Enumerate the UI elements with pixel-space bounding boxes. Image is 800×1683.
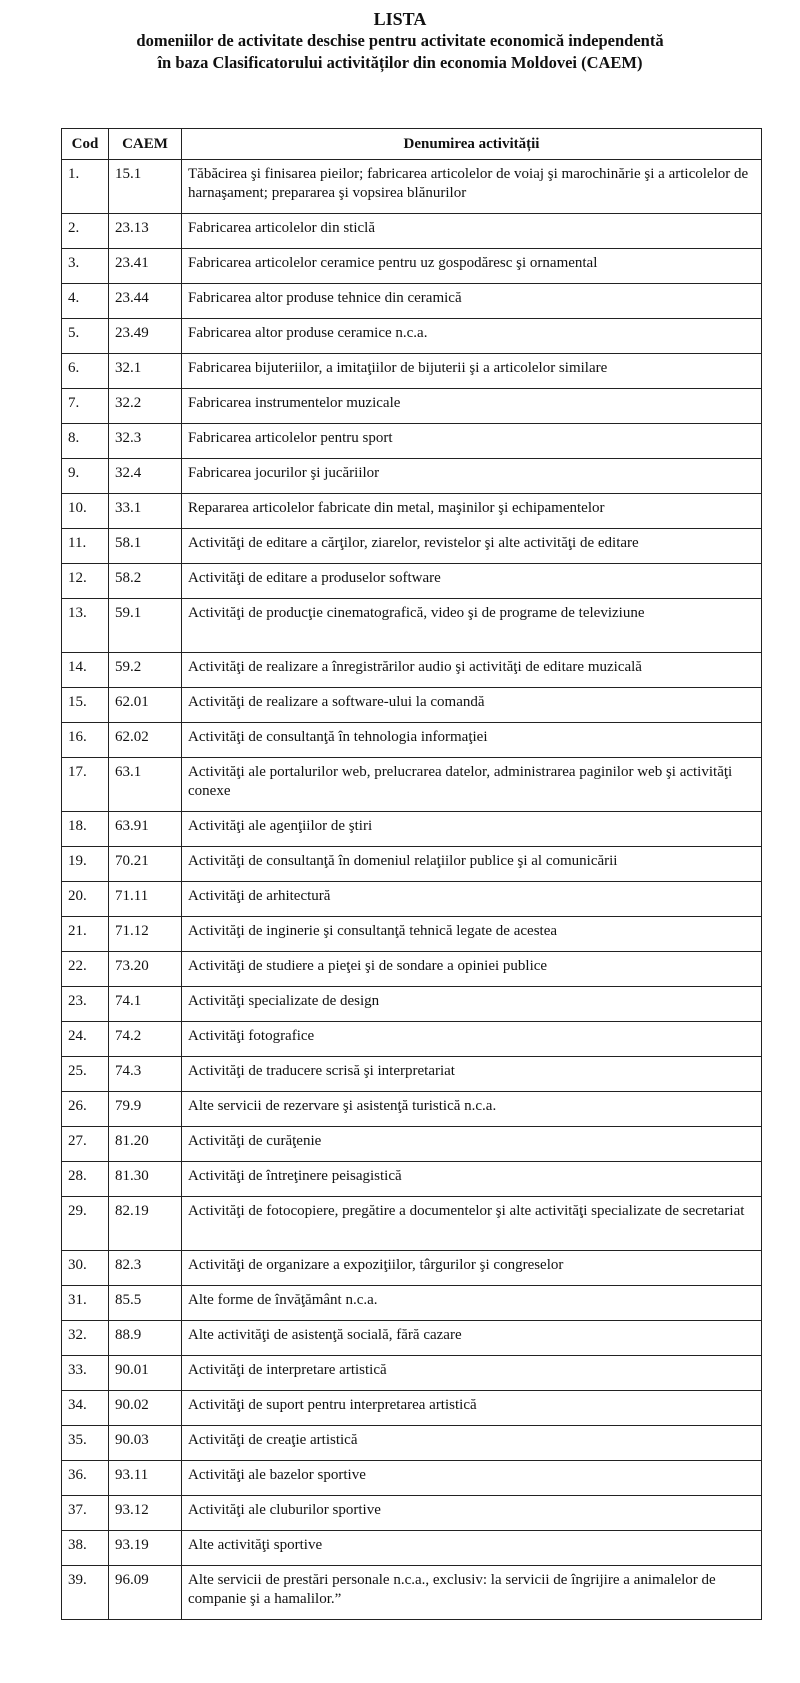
cell-cod: 29. [62, 1197, 109, 1251]
document-subtitle-line-2: în baza Clasificatorului activităților din economia Moldovei (CAEM) [157, 53, 643, 72]
table-row [62, 1057, 762, 1092]
cell-denumire: Activităţi de consultanţă în domeniul relaţiilor publice şi al comunicării [182, 847, 762, 882]
table-row [62, 847, 762, 882]
cell-caem: 32.1 [109, 354, 182, 389]
cell-caem: 90.01 [109, 1356, 182, 1391]
cell-caem: 90.03 [109, 1426, 182, 1461]
table-row [62, 1127, 762, 1162]
cell-denumire: Activităţi de inginerie şi consultanţă tehnică legate de acestea [182, 917, 762, 952]
cell-cod: 27. [62, 1127, 109, 1162]
cell-denumire: Activităţi de organizare a expoziţiilor, târgurilor şi congreselor [182, 1251, 762, 1286]
cell-cod: 22. [62, 952, 109, 987]
cell-denumire: Activităţi de interpretare artistică [182, 1356, 762, 1391]
cell-caem: 73.20 [109, 952, 182, 987]
cell-cod: 32. [62, 1321, 109, 1356]
cell-denumire: Activităţi de arhitectură [182, 882, 762, 917]
cell-caem: 58.2 [109, 564, 182, 599]
cell-cod: 38. [62, 1531, 109, 1566]
caem-activities-table [61, 128, 762, 1620]
cell-denumire: Activităţi de suport pentru interpretarea artistică [182, 1391, 762, 1426]
cell-caem: 23.41 [109, 249, 182, 284]
cell-caem: 88.9 [109, 1321, 182, 1356]
table-row [62, 987, 762, 1022]
cell-denumire: Activităţi fotografice [182, 1022, 762, 1057]
table-row [62, 1531, 762, 1566]
cell-cod: 10. [62, 494, 109, 529]
table-row [62, 599, 762, 653]
table-row [62, 1391, 762, 1426]
cell-cod: 25. [62, 1057, 109, 1092]
table-row [62, 459, 762, 494]
table-row [62, 882, 762, 917]
cell-denumire: Activităţi ale agenţiilor de ştiri [182, 812, 762, 847]
cell-cod: 12. [62, 564, 109, 599]
table-row [62, 1426, 762, 1461]
cell-denumire: Activităţi de studiere a pieţei şi de sondare a opiniei publice [182, 952, 762, 987]
cell-caem: 81.30 [109, 1162, 182, 1197]
cell-cod: 39. [62, 1566, 109, 1620]
document-title: LISTA [373, 9, 427, 29]
cell-cod: 6. [62, 354, 109, 389]
table-row [62, 354, 762, 389]
cell-cod: 26. [62, 1092, 109, 1127]
cell-cod: 28. [62, 1162, 109, 1197]
cell-caem: 85.5 [109, 1286, 182, 1321]
cell-caem: 23.49 [109, 319, 182, 354]
cell-denumire: Fabricarea articolelor ceramice pentru uz gospodăresc şi ornamental [182, 249, 762, 284]
table-row [62, 653, 762, 688]
cell-denumire: Activităţi ale cluburilor sportive [182, 1496, 762, 1531]
cell-cod: 37. [62, 1496, 109, 1531]
cell-cod: 31. [62, 1286, 109, 1321]
cell-denumire: Activităţi de întreţinere peisagistică [182, 1162, 762, 1197]
cell-denumire: Activităţi ale bazelor sportive [182, 1461, 762, 1496]
table-row [62, 424, 762, 459]
table-row [62, 214, 762, 249]
cell-caem: 74.3 [109, 1057, 182, 1092]
cell-caem: 62.01 [109, 688, 182, 723]
table-row [62, 1092, 762, 1127]
cell-cod: 18. [62, 812, 109, 847]
cell-denumire: Fabricarea instrumentelor muzicale [182, 389, 762, 424]
cell-denumire: Alte forme de învăţământ n.c.a. [182, 1286, 762, 1321]
table-row [62, 494, 762, 529]
table-row [62, 1461, 762, 1496]
table-row [62, 952, 762, 987]
cell-caem: 90.02 [109, 1391, 182, 1426]
cell-denumire: Repararea articolelor fabricate din metal, maşinilor şi echipamentelor [182, 494, 762, 529]
cell-caem: 70.21 [109, 847, 182, 882]
cell-cod: 4. [62, 284, 109, 319]
cell-caem: 15.1 [109, 160, 182, 214]
cell-cod: 14. [62, 653, 109, 688]
cell-denumire: Activităţi de realizare a înregistrărilor audio şi activităţi de editare muzicală [182, 653, 762, 688]
cell-denumire: Activităţi de editare a cărţilor, ziarelor, revistelor şi alte activităţi de editare [182, 529, 762, 564]
cell-cod: 33. [62, 1356, 109, 1391]
table-row [62, 812, 762, 847]
cell-denumire: Fabricarea articolelor din sticlă [182, 214, 762, 249]
cell-denumire: Activităţi de traducere scrisă şi interpretariat [182, 1057, 762, 1092]
cell-caem: 63.91 [109, 812, 182, 847]
cell-caem: 82.19 [109, 1197, 182, 1251]
table-row [62, 723, 762, 758]
cell-caem: 33.1 [109, 494, 182, 529]
cell-denumire: Fabricarea jocurilor şi jucăriilor [182, 459, 762, 494]
cell-cod: 36. [62, 1461, 109, 1496]
table-row [62, 688, 762, 723]
cell-cod: 20. [62, 882, 109, 917]
cell-caem: 62.02 [109, 723, 182, 758]
cell-cod: 3. [62, 249, 109, 284]
cell-caem: 74.1 [109, 987, 182, 1022]
cell-denumire: Activităţi ale portalurilor web, prelucrarea datelor, administrarea paginilor web şi activităţi conexe [182, 758, 762, 812]
cell-denumire: Activităţi de editare a produselor software [182, 564, 762, 599]
cell-denumire: Activităţi de creaţie artistică [182, 1426, 762, 1461]
cell-caem: 59.2 [109, 653, 182, 688]
cell-caem: 59.1 [109, 599, 182, 653]
cell-cod: 2. [62, 214, 109, 249]
cell-caem: 96.09 [109, 1566, 182, 1620]
table-row [62, 1022, 762, 1057]
table-row [62, 529, 762, 564]
cell-caem: 71.11 [109, 882, 182, 917]
table-row [62, 284, 762, 319]
cell-denumire: Fabricarea altor produse tehnice din ceramică [182, 284, 762, 319]
cell-caem: 63.1 [109, 758, 182, 812]
cell-caem: 74.2 [109, 1022, 182, 1057]
table-row [62, 319, 762, 354]
cell-caem: 32.2 [109, 389, 182, 424]
cell-denumire: Activităţi de curăţenie [182, 1127, 762, 1162]
cell-cod: 35. [62, 1426, 109, 1461]
header-caem: CAEM [109, 129, 182, 160]
cell-caem: 71.12 [109, 917, 182, 952]
cell-cod: 15. [62, 688, 109, 723]
cell-cod: 8. [62, 424, 109, 459]
cell-caem: 32.3 [109, 424, 182, 459]
table-row [62, 1321, 762, 1356]
table-row [62, 249, 762, 284]
cell-caem: 79.9 [109, 1092, 182, 1127]
cell-cod: 9. [62, 459, 109, 494]
cell-caem: 93.12 [109, 1496, 182, 1531]
table-row [62, 1356, 762, 1391]
table-row [62, 389, 762, 424]
cell-cod: 23. [62, 987, 109, 1022]
cell-caem: 58.1 [109, 529, 182, 564]
cell-cod: 1. [62, 160, 109, 214]
cell-caem: 93.11 [109, 1461, 182, 1496]
table-body [62, 160, 762, 1620]
cell-cod: 34. [62, 1391, 109, 1426]
cell-denumire: Activităţi de producţie cinematografică, video şi de programe de televiziune [182, 599, 762, 653]
table-row [62, 564, 762, 599]
cell-denumire: Activităţi specializate de design [182, 987, 762, 1022]
cell-cod: 11. [62, 529, 109, 564]
cell-denumire: Fabricarea articolelor pentru sport [182, 424, 762, 459]
cell-denumire: Activităţi de fotocopiere, pregătire a documentelor şi alte activităţi specializate de secretariat [182, 1197, 762, 1251]
cell-cod: 7. [62, 389, 109, 424]
cell-denumire: Tăbăcirea şi finisarea pieilor; fabricarea articolelor de voiaj şi marochinărie şi a articolelor de harnaşament; prepararea şi vopsirea blănurilor [182, 160, 762, 214]
cell-cod: 17. [62, 758, 109, 812]
cell-denumire: Activităţi de consultanţă în tehnologia informaţiei [182, 723, 762, 758]
table-row [62, 758, 762, 812]
cell-caem: 82.3 [109, 1251, 182, 1286]
table-row [62, 160, 762, 214]
cell-denumire: Alte activităţi sportive [182, 1531, 762, 1566]
table-row [62, 1566, 762, 1620]
table-row [62, 1197, 762, 1251]
cell-cod: 24. [62, 1022, 109, 1057]
cell-cod: 16. [62, 723, 109, 758]
cell-cod: 30. [62, 1251, 109, 1286]
cell-cod: 21. [62, 917, 109, 952]
cell-denumire: Alte activităţi de asistenţă socială, fără cazare [182, 1321, 762, 1356]
cell-denumire: Fabricarea altor produse ceramice n.c.a. [182, 319, 762, 354]
header-denumire: Denumirea activității [182, 129, 762, 160]
document-subtitle-line-1: domeniilor de activitate deschise pentru activitate economică independentă [136, 31, 664, 50]
table-header-row [62, 129, 762, 160]
document-header [0, 8, 800, 74]
cell-caem: 81.20 [109, 1127, 182, 1162]
cell-caem: 23.44 [109, 284, 182, 319]
cell-denumire: Fabricarea bijuteriilor, a imitaţiilor de bijuterii şi a articolelor similare [182, 354, 762, 389]
cell-denumire: Alte servicii de rezervare şi asistenţă turistică n.c.a. [182, 1092, 762, 1127]
table-row [62, 1162, 762, 1197]
cell-cod: 5. [62, 319, 109, 354]
header-cod: Cod [62, 129, 109, 160]
table-row [62, 917, 762, 952]
cell-caem: 32.4 [109, 459, 182, 494]
table-row [62, 1496, 762, 1531]
cell-caem: 23.13 [109, 214, 182, 249]
cell-caem: 93.19 [109, 1531, 182, 1566]
cell-denumire: Alte servicii de prestări personale n.c.a., exclusiv: la servicii de îngrijire a animalelor de companie şi a hamalilor.” [182, 1566, 762, 1620]
table-row [62, 1251, 762, 1286]
cell-cod: 19. [62, 847, 109, 882]
table-row [62, 1286, 762, 1321]
cell-cod: 13. [62, 599, 109, 653]
cell-denumire: Activităţi de realizare a software-ului la comandă [182, 688, 762, 723]
